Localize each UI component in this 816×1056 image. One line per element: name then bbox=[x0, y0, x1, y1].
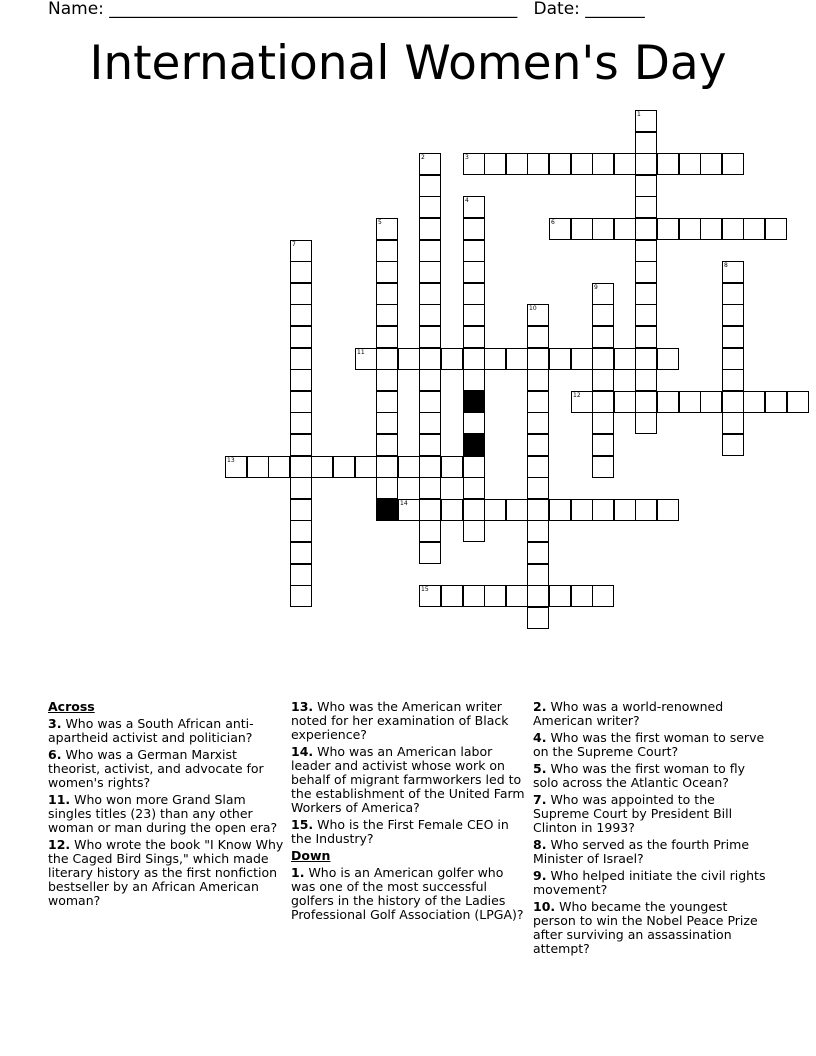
clue-number: 13 bbox=[227, 457, 235, 464]
grid-cell[interactable] bbox=[700, 391, 722, 413]
grid-cell[interactable] bbox=[441, 585, 463, 607]
grid-cell[interactable] bbox=[527, 348, 549, 370]
grid-cell[interactable] bbox=[571, 348, 593, 370]
clue-number: 14 bbox=[400, 500, 408, 507]
grid-cell[interactable] bbox=[679, 218, 701, 240]
grid-cell[interactable] bbox=[419, 175, 441, 197]
grid-cell[interactable] bbox=[614, 391, 636, 413]
grid-cell[interactable] bbox=[657, 391, 679, 413]
clue-number: 2 bbox=[421, 154, 425, 161]
grid-cell[interactable] bbox=[549, 585, 571, 607]
grid-cell[interactable] bbox=[722, 348, 744, 370]
clue-number: 1 bbox=[637, 111, 641, 118]
grid-cell[interactable] bbox=[635, 240, 657, 262]
grid-cell[interactable] bbox=[657, 499, 679, 521]
grid-cell[interactable] bbox=[765, 391, 787, 413]
grid-cell[interactable] bbox=[484, 499, 506, 521]
grid-cell[interactable] bbox=[679, 153, 701, 175]
grid-cell[interactable] bbox=[635, 153, 657, 175]
clue-across-11: 11. Who won more Grand Slam singles titles (23) than any other woman or man during the open era? bbox=[48, 792, 278, 835]
grid-cell[interactable] bbox=[225, 456, 247, 478]
grid-cell[interactable] bbox=[463, 499, 485, 521]
grid-cell[interactable] bbox=[311, 456, 333, 478]
grid-cell[interactable] bbox=[787, 391, 809, 413]
clue-number: 12 bbox=[573, 392, 581, 399]
grid-cell[interactable] bbox=[635, 283, 657, 305]
clue-down-5: 5. Who was the first woman to fly solo across the Atlantic Ocean? bbox=[533, 761, 745, 790]
clue-across-3: 3. Who was a South African anti-apartheid activist and politician? bbox=[48, 716, 254, 745]
grid-cell[interactable] bbox=[463, 585, 485, 607]
grid-cell[interactable] bbox=[506, 348, 528, 370]
grid-cell[interactable] bbox=[571, 499, 593, 521]
grid-cell[interactable] bbox=[722, 412, 744, 434]
grid-cell[interactable] bbox=[635, 218, 657, 240]
clue-across-12: 12. Who wrote the book "I Know Why the Caged Bird Sings," which made literary history as the first nonfiction bestseller by an African American woman? bbox=[48, 837, 284, 908]
grid-cell[interactable] bbox=[549, 348, 571, 370]
grid-cell[interactable] bbox=[290, 412, 312, 434]
grid-cell[interactable] bbox=[592, 499, 614, 521]
grid-cell[interactable] bbox=[463, 196, 485, 218]
grid-cell[interactable] bbox=[290, 304, 312, 326]
date-blank[interactable]: _______ bbox=[585, 0, 645, 19]
grid-cell[interactable] bbox=[419, 261, 441, 283]
grid-cell[interactable] bbox=[398, 499, 420, 521]
grid-cell[interactable] bbox=[635, 369, 657, 391]
grid-cell[interactable] bbox=[506, 499, 528, 521]
grid-cell[interactable] bbox=[376, 261, 398, 283]
grid-cell[interactable] bbox=[419, 585, 441, 607]
grid-cell[interactable] bbox=[635, 391, 657, 413]
grid-cell[interactable] bbox=[376, 434, 398, 456]
grid-cell[interactable] bbox=[657, 153, 679, 175]
grid-cell[interactable] bbox=[527, 412, 549, 434]
grid-cell[interactable] bbox=[592, 218, 614, 240]
grid-cell[interactable] bbox=[527, 153, 549, 175]
grid-cell[interactable] bbox=[463, 240, 485, 262]
grid-cell[interactable] bbox=[484, 153, 506, 175]
grid-cell[interactable] bbox=[376, 348, 398, 370]
clue-number: 11 bbox=[357, 349, 365, 356]
grid-cell[interactable] bbox=[290, 391, 312, 413]
grid-cell[interactable] bbox=[592, 348, 614, 370]
grid-cell[interactable] bbox=[441, 348, 463, 370]
clue-down-7: 7. Who was appointed to the Supreme Court by President Bill Clinton in 1993? bbox=[533, 792, 733, 835]
grid-cell[interactable] bbox=[419, 391, 441, 413]
grid-cell[interactable] bbox=[592, 153, 614, 175]
grid-cell[interactable] bbox=[722, 261, 744, 283]
grid-cell[interactable] bbox=[484, 585, 506, 607]
grid-cell[interactable] bbox=[527, 520, 549, 542]
grid-cell[interactable] bbox=[614, 499, 636, 521]
grid-cell[interactable] bbox=[419, 240, 441, 262]
grid-cell[interactable] bbox=[290, 499, 312, 521]
clue-across-13: 13. Who was the American writer noted for her examination of Black experience? bbox=[291, 699, 509, 742]
clue-down-2: 2. Who was a world-renowned American writer? bbox=[533, 699, 724, 728]
grid-cell[interactable] bbox=[247, 456, 269, 478]
grid-cell[interactable] bbox=[722, 153, 744, 175]
grid-cell[interactable] bbox=[419, 153, 441, 175]
grid-cell[interactable] bbox=[463, 304, 485, 326]
grid-cell[interactable] bbox=[290, 564, 312, 586]
grid-cell[interactable] bbox=[635, 132, 657, 154]
grid-cell[interactable] bbox=[419, 542, 441, 564]
grid-cell[interactable] bbox=[463, 412, 485, 434]
page-title: International Women's Day bbox=[89, 36, 727, 91]
grid-cell[interactable] bbox=[527, 304, 549, 326]
grid-cell[interactable] bbox=[376, 391, 398, 413]
clue-number: 8 bbox=[724, 262, 728, 269]
grid-block bbox=[463, 434, 485, 456]
grid-cell[interactable] bbox=[722, 326, 744, 348]
grid-cell[interactable] bbox=[290, 520, 312, 542]
grid-cell[interactable] bbox=[722, 369, 744, 391]
grid-cell[interactable] bbox=[419, 499, 441, 521]
grid-cell[interactable] bbox=[527, 391, 549, 413]
grid-cell[interactable] bbox=[441, 456, 463, 478]
grid-cell[interactable] bbox=[376, 412, 398, 434]
grid-cell[interactable] bbox=[614, 348, 636, 370]
grid-cell[interactable] bbox=[700, 153, 722, 175]
grid-cell[interactable] bbox=[527, 477, 549, 499]
grid-cell[interactable] bbox=[527, 607, 549, 629]
grid-cell[interactable] bbox=[700, 218, 722, 240]
grid-cell[interactable] bbox=[527, 564, 549, 586]
grid-cell[interactable] bbox=[571, 153, 593, 175]
clue-number: 6 bbox=[551, 219, 555, 226]
grid-cell[interactable] bbox=[527, 326, 549, 348]
grid-cell[interactable] bbox=[463, 261, 485, 283]
grid-cell[interactable] bbox=[290, 585, 312, 607]
grid-cell[interactable] bbox=[268, 456, 290, 478]
grid-cell[interactable] bbox=[463, 283, 485, 305]
grid-cell[interactable] bbox=[549, 499, 571, 521]
grid-cell[interactable] bbox=[419, 304, 441, 326]
grid-cell[interactable] bbox=[463, 153, 485, 175]
grid-cell[interactable] bbox=[419, 326, 441, 348]
grid-cell[interactable] bbox=[571, 391, 593, 413]
grid-cell[interactable] bbox=[549, 153, 571, 175]
clue-across-6: 6. Who was a German Marxist theorist, activist, and advocate for women's rights? bbox=[48, 747, 264, 790]
grid-cell[interactable] bbox=[419, 283, 441, 305]
grid-cell[interactable] bbox=[614, 153, 636, 175]
clue-number: 7 bbox=[292, 241, 296, 248]
grid-cell[interactable] bbox=[463, 326, 485, 348]
grid-cell[interactable] bbox=[376, 477, 398, 499]
grid-cell[interactable] bbox=[290, 456, 312, 478]
name-blank[interactable]: ________________________________________________ bbox=[109, 0, 518, 19]
clue-number: 10 bbox=[529, 305, 537, 312]
grid-block bbox=[376, 499, 398, 521]
grid-cell[interactable] bbox=[765, 218, 787, 240]
grid-cell[interactable] bbox=[419, 218, 441, 240]
grid-block bbox=[463, 391, 485, 413]
grid-cell[interactable] bbox=[635, 326, 657, 348]
grid-cell[interactable] bbox=[722, 304, 744, 326]
grid-cell[interactable] bbox=[290, 326, 312, 348]
grid-cell[interactable] bbox=[376, 369, 398, 391]
grid-cell[interactable] bbox=[463, 348, 485, 370]
clue-down-8: 8. Who served as the fourth Prime Minister of Israel? bbox=[533, 837, 750, 866]
grid-cell[interactable] bbox=[290, 477, 312, 499]
grid-cell[interactable] bbox=[376, 218, 398, 240]
grid-cell[interactable] bbox=[290, 348, 312, 370]
grid-cell[interactable] bbox=[419, 412, 441, 434]
down-heading: Down bbox=[291, 848, 331, 863]
grid-cell[interactable] bbox=[635, 261, 657, 283]
grid-cell[interactable] bbox=[635, 412, 657, 434]
grid-cell[interactable] bbox=[592, 326, 614, 348]
grid-cell[interactable] bbox=[333, 456, 355, 478]
grid-cell[interactable] bbox=[355, 348, 377, 370]
grid-cell[interactable] bbox=[376, 283, 398, 305]
grid-cell[interactable] bbox=[463, 218, 485, 240]
grid-cell[interactable] bbox=[592, 283, 614, 305]
grid-cell[interactable] bbox=[463, 456, 485, 478]
grid-cell[interactable] bbox=[592, 585, 614, 607]
grid-cell[interactable] bbox=[635, 175, 657, 197]
grid-cell[interactable] bbox=[506, 153, 528, 175]
clue-number: 5 bbox=[378, 219, 382, 226]
grid-cell[interactable] bbox=[527, 434, 549, 456]
grid-cell[interactable] bbox=[722, 218, 744, 240]
clues-column-3 bbox=[533, 700, 773, 959]
grid-cell[interactable] bbox=[592, 412, 614, 434]
grid-cell[interactable] bbox=[355, 456, 377, 478]
grid-cell[interactable] bbox=[419, 369, 441, 391]
clue-number: 9 bbox=[594, 284, 598, 291]
grid-cell[interactable] bbox=[635, 110, 657, 132]
grid-cell[interactable] bbox=[571, 585, 593, 607]
grid-cell[interactable] bbox=[376, 240, 398, 262]
grid-cell[interactable] bbox=[549, 218, 571, 240]
grid-cell[interactable] bbox=[376, 304, 398, 326]
grid-cell[interactable] bbox=[376, 326, 398, 348]
clue-down-1: 1. Who is an American golfer who was one of the most successful golfers in the history of the Ladies Professional Golf Association (LPGA)? bbox=[291, 865, 524, 922]
clue-across-15: 15. Who is the First Female CEO in the Industry? bbox=[291, 817, 509, 846]
grid-cell[interactable] bbox=[571, 218, 593, 240]
clue-number: 15 bbox=[421, 586, 429, 593]
grid-cell[interactable] bbox=[635, 196, 657, 218]
clues-column-1 bbox=[48, 700, 284, 911]
grid-cell[interactable] bbox=[592, 369, 614, 391]
grid-cell[interactable] bbox=[290, 261, 312, 283]
grid-cell[interactable] bbox=[657, 348, 679, 370]
grid-cell[interactable] bbox=[506, 585, 528, 607]
grid-cell[interactable] bbox=[743, 391, 765, 413]
grid-cell[interactable] bbox=[679, 391, 701, 413]
grid-cell[interactable] bbox=[592, 456, 614, 478]
grid-cell[interactable] bbox=[722, 434, 744, 456]
grid-cell[interactable] bbox=[592, 304, 614, 326]
clue-number: 3 bbox=[465, 154, 469, 161]
grid-cell[interactable] bbox=[419, 477, 441, 499]
grid-cell[interactable] bbox=[592, 434, 614, 456]
grid-cell[interactable] bbox=[290, 283, 312, 305]
grid-cell[interactable] bbox=[419, 196, 441, 218]
grid-cell[interactable] bbox=[290, 542, 312, 564]
grid-cell[interactable] bbox=[398, 348, 420, 370]
across-heading: Across bbox=[48, 699, 95, 714]
grid-cell[interactable] bbox=[592, 391, 614, 413]
grid-cell[interactable] bbox=[484, 348, 506, 370]
grid-cell[interactable] bbox=[527, 542, 549, 564]
grid-cell[interactable] bbox=[441, 499, 463, 521]
grid-cell[interactable] bbox=[290, 434, 312, 456]
grid-cell[interactable] bbox=[527, 499, 549, 521]
clue-down-4: 4. Who was the first woman to serve on the Supreme Court? bbox=[533, 730, 765, 759]
grid-cell[interactable] bbox=[290, 369, 312, 391]
grid-cell[interactable] bbox=[657, 218, 679, 240]
grid-cell[interactable] bbox=[419, 520, 441, 542]
grid-cell[interactable] bbox=[463, 477, 485, 499]
grid-cell[interactable] bbox=[635, 499, 657, 521]
date-label: Date: bbox=[533, 0, 580, 19]
grid-cell[interactable] bbox=[527, 585, 549, 607]
grid-cell[interactable] bbox=[527, 456, 549, 478]
grid-cell[interactable] bbox=[419, 348, 441, 370]
grid-cell[interactable] bbox=[376, 456, 398, 478]
clues-column-2 bbox=[291, 700, 527, 925]
grid-cell[interactable] bbox=[527, 369, 549, 391]
clue-down-10: 10. Who became the youngest person to win the Nobel Peace Prize after surviving an assassination attempt? bbox=[533, 899, 758, 956]
clue-number: 4 bbox=[465, 197, 469, 204]
clue-down-9: 9. Who helped initiate the civil rights movement? bbox=[533, 868, 766, 897]
grid-cell[interactable] bbox=[419, 434, 441, 456]
clue-across-14: 14. Who was an American labor leader and activist whose work on behalf of migrant farmworkers led to the establishment of the United Farm Workers of America? bbox=[291, 744, 525, 815]
grid-cell[interactable] bbox=[463, 369, 485, 391]
grid-cell[interactable] bbox=[743, 218, 765, 240]
grid-cell[interactable] bbox=[290, 240, 312, 262]
grid-cell[interactable] bbox=[722, 283, 744, 305]
grid-cell[interactable] bbox=[635, 348, 657, 370]
grid-cell[interactable] bbox=[419, 456, 441, 478]
name-label: Name: bbox=[48, 0, 104, 19]
grid-cell[interactable] bbox=[398, 456, 420, 478]
grid-cell[interactable] bbox=[635, 304, 657, 326]
grid-cell[interactable] bbox=[614, 218, 636, 240]
grid-cell[interactable] bbox=[463, 520, 485, 542]
grid-cell[interactable] bbox=[722, 391, 744, 413]
